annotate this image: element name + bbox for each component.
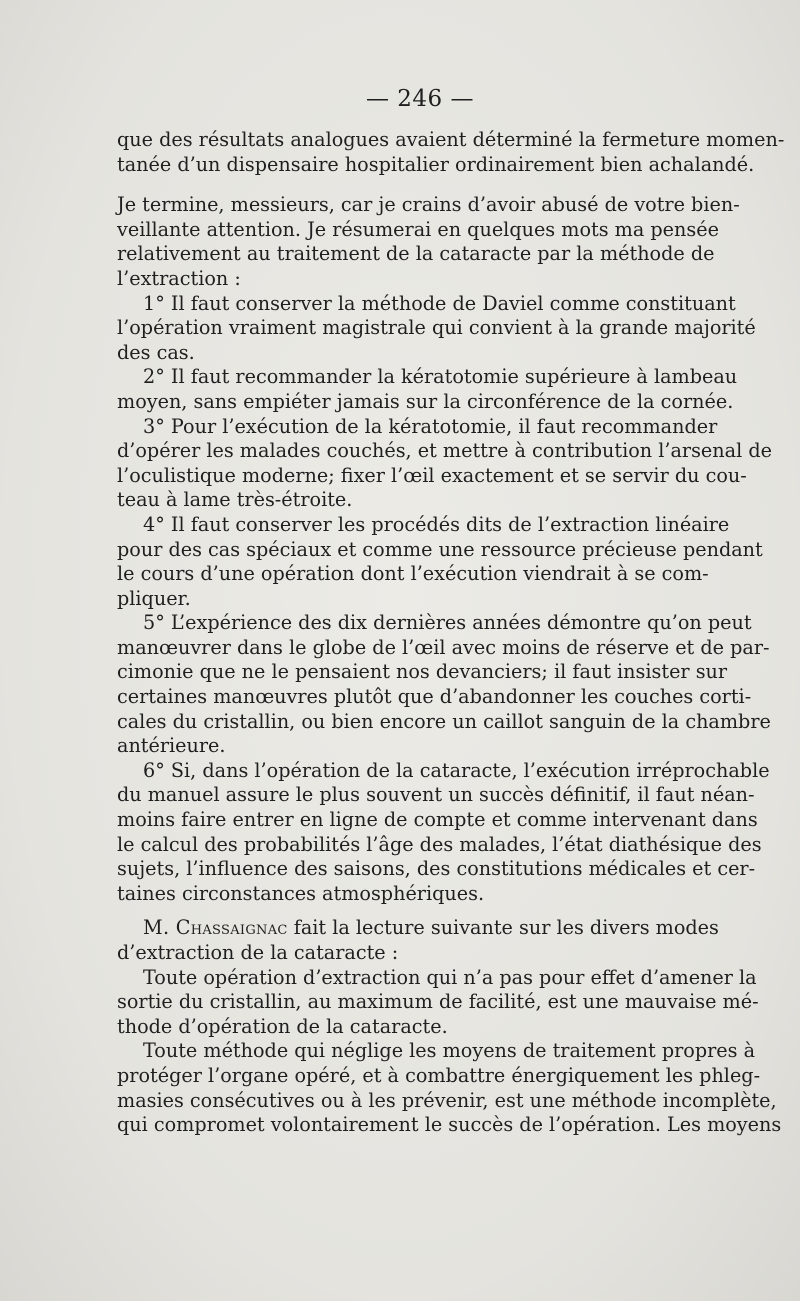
text-line: cimonie que ne le pensaient nos devanciers; il faut insister sur: [117, 660, 728, 684]
page-number: — 246 —: [365, 86, 475, 112]
text-line: que des résultats analogues avaient déterminé la fermeture momen-: [117, 128, 785, 151]
text-line: le calcul des probabilités l’âge des malades, l’état diathésique des: [117, 832, 762, 856]
text-line: 1° Il faut conserver la méthode de Daviel comme constituant: [143, 291, 736, 315]
text-line: d’extraction de la cataracte :: [117, 941, 399, 964]
text-line: Je termine, messieurs, car je crains d’avoir abusé de votre bien-: [117, 193, 740, 217]
text-line: l’opération vraiment magistrale qui convient à la grande majorité: [117, 316, 756, 340]
text-line: l’extraction :: [117, 266, 241, 290]
text-line: 5° L’expérience des dix dernières années démontre qu’on peut: [143, 611, 752, 635]
speaker-name: M. Chassaignac: [143, 916, 288, 940]
text-line: pliquer.: [117, 586, 191, 610]
text-line: protéger l’organe opéré, et à combattre énergiquement les phleg-: [117, 1063, 761, 1087]
body-text: [117, 128, 785, 1138]
text-line: manœuvrer dans le globe de l’œil avec moins de réserve et de par-: [117, 635, 770, 659]
text-line: relativement au traitement de la cataracte par la méthode de: [117, 242, 715, 266]
text-line: d’opérer les malades couchés, et mettre à contribution l’arsenal de: [117, 439, 772, 463]
text-line: moins faire entrer en ligne de compte et comme intervenant dans: [117, 808, 758, 832]
text-line: des cas.: [117, 340, 195, 364]
text-line: thode d’opération de la cataracte.: [117, 1014, 448, 1038]
text-line: 4° Il faut conserver les procédés dits de l’extraction linéaire: [143, 512, 730, 536]
text-line: Toute opération d’extraction qui n’a pas pour effet d’amener la: [143, 965, 757, 989]
text-line: masies consécutives ou à les prévenir, est une méthode incomplète,: [117, 1088, 777, 1112]
text-line: sortie du cristallin, au maximum de facilité, est une mauvaise mé-: [117, 990, 759, 1014]
text-line: certaines manœuvres plutôt que d’abandonner les couches corti-: [117, 685, 752, 709]
text-line: sujets, l’influence des saisons, des constitutions médicales et cer-: [117, 857, 756, 881]
text-line: 6° Si, dans l’opération de la cataracte, l’exécution irréprochable: [143, 758, 770, 782]
text-line: moyen, sans empiéter jamais sur la circonférence de la cornée.: [117, 389, 734, 413]
text-line: qui compromet volontairement le succès de l’opération. Les moyens: [117, 1113, 782, 1137]
text-line: cales du cristallin, ou bien encore un caillot sanguin de la chambre: [117, 709, 771, 733]
text-line: l’oculistique moderne; fixer l’œil exactement et se servir du cou-: [117, 463, 747, 487]
text-line: le cours d’une opération dont l’exécution viendrait à se com-: [117, 562, 709, 586]
text-line: antérieure.: [117, 734, 226, 758]
text-line: veillante attention. Je résumerai en quelques mots ma pensée: [117, 217, 719, 241]
speaker-text: fait la lecture suivante sur les divers modes: [287, 916, 719, 940]
text-line: tanée d’un dispensaire hospitalier ordinairement bien achalandé.: [117, 152, 755, 176]
text-line: du manuel assure le plus souvent un succès définitif, il faut néan-: [117, 783, 755, 807]
text-line: taines circonstances atmosphériques.: [117, 881, 485, 905]
text-line: 2° Il faut recommander la kératotomie supérieure à lambeau: [143, 365, 738, 389]
text-line: Toute méthode qui néglige les moyens de traitement propres à: [143, 1039, 756, 1063]
text-line: teau à lame très-étroite.: [117, 488, 353, 512]
text-line: pour des cas spéciaux et comme une ressource précieuse pendant: [117, 537, 763, 561]
text-line: [117, 916, 724, 941]
text-line: 3° Pour l’exécution de la kératotomie, il faut recommander: [143, 414, 718, 438]
